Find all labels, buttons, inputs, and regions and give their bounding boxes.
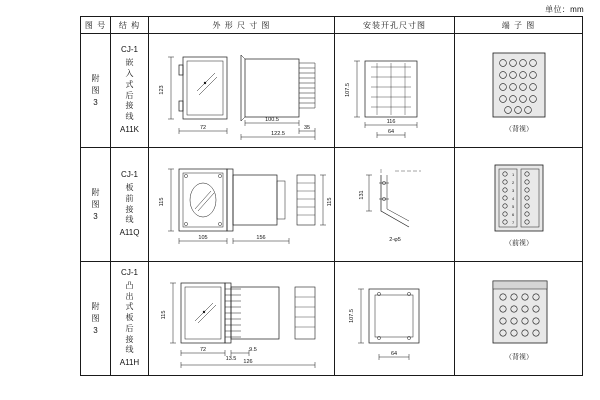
- dim-label: 35: [303, 124, 311, 131]
- terminal-view-label: （背视）: [505, 125, 533, 133]
- outline-drawing-cell: [149, 262, 335, 376]
- terminal-number: 3: [512, 187, 515, 193]
- outline-drawing-2: [149, 149, 334, 261]
- structure-name-line: 式: [125, 302, 134, 312]
- outline-drawing-3: [149, 263, 334, 375]
- table-row: [81, 34, 583, 148]
- terminal-drawing-cell: [455, 34, 583, 148]
- column-header-outline: 外 形 尺 寸 图: [149, 17, 335, 34]
- structure-cell: [111, 148, 149, 262]
- column-header-mounting: 安装开孔尺寸图: [335, 17, 455, 34]
- terminal-svg-1: [455, 35, 583, 147]
- outline-drawing-1: [149, 35, 334, 147]
- fig-no-line: 3: [93, 97, 98, 107]
- structure-name-line: 接: [125, 334, 134, 344]
- structure-name-line: 后: [125, 323, 134, 333]
- terminal-number: 5: [512, 203, 515, 209]
- terminal-drawing-3: [455, 263, 582, 375]
- specification-table: [80, 16, 583, 376]
- dim-label: 126: [243, 358, 253, 365]
- fig-no-line: 附: [91, 301, 100, 311]
- structure-name-line: 线: [125, 215, 134, 225]
- dim-label: 107.5: [349, 308, 355, 323]
- structure-code: CJ-1: [121, 45, 138, 55]
- structure-name-line: 线: [125, 112, 134, 122]
- fig-no-cell: [81, 148, 111, 262]
- dim-label: 115: [161, 310, 167, 319]
- dim-label: 156: [256, 234, 266, 241]
- fig-no-line: 图: [91, 199, 100, 209]
- fig-no-cell: [81, 34, 111, 148]
- terminal-drawing-1: [455, 35, 582, 147]
- dim-label: 123: [159, 84, 165, 95]
- fig-no-line: 附: [91, 73, 100, 83]
- structure-name-line: 接: [125, 101, 134, 111]
- structure-model: A11Q: [119, 228, 140, 238]
- mounting-drawing-cell: [335, 262, 455, 376]
- dim-label: 107.5: [345, 82, 351, 97]
- structure-name-line: 板: [125, 313, 134, 323]
- outline-drawing-cell: [149, 34, 335, 148]
- fig-no-line: 3: [93, 211, 98, 221]
- unit-note: 单位：mm: [545, 5, 584, 14]
- outline-drawing-cell: [149, 148, 335, 262]
- structure-name-line: 板: [125, 182, 134, 192]
- terminal-view-label: （背视）: [505, 353, 533, 361]
- table-row: [81, 148, 583, 262]
- fig-no-line: 3: [93, 325, 98, 335]
- dim-label: 72: [199, 124, 207, 131]
- structure-name-line: 式: [125, 79, 134, 89]
- fig-no-line: 图: [91, 313, 100, 323]
- structure-name-line: 线: [125, 345, 134, 355]
- column-header-structure: 结 构: [111, 17, 149, 34]
- structure-code: CJ-1: [121, 267, 138, 277]
- terminal-view-label: （前视）: [505, 239, 533, 247]
- outline-svg-2: [149, 149, 335, 261]
- structure-name-line: 入: [125, 68, 134, 78]
- terminal-drawing-cell: [455, 262, 583, 376]
- column-header-fig-no: 图 号: [81, 17, 111, 34]
- dim-label: 64: [387, 128, 395, 135]
- dim-label: 116: [386, 118, 396, 125]
- terminal-drawing-2: [455, 149, 582, 261]
- structure-model: A11H: [119, 358, 140, 368]
- dim-label: 72: [199, 346, 207, 353]
- dim-label: 122.5: [271, 130, 285, 137]
- fig-no-line: 图: [91, 85, 100, 95]
- dim-label: 115: [327, 197, 333, 206]
- structure-name-line: 后: [125, 90, 134, 100]
- dim-label: 2-φ5: [389, 236, 401, 243]
- terminal-drawing-cell: [455, 148, 583, 262]
- table-header-row: [81, 17, 583, 34]
- dim-label: 105: [198, 234, 208, 241]
- mounting-drawing-cell: [335, 148, 455, 262]
- structure-cell: [111, 262, 149, 376]
- mounting-drawing-1: [335, 35, 454, 147]
- terminal-number: 2: [512, 179, 515, 185]
- structure-name-line: 嵌: [125, 58, 134, 68]
- dim-label: 9.5: [249, 346, 257, 353]
- mounting-svg-2: [335, 149, 455, 261]
- terminal-number: 1: [512, 171, 515, 177]
- table-row: [81, 262, 583, 376]
- mounting-svg-3: [335, 263, 455, 375]
- structure-name-line: 凸: [125, 280, 134, 290]
- structure-name-line: 接: [125, 204, 134, 214]
- column-header-terminal: 端 子 图: [455, 17, 583, 34]
- terminal-number: 7: [512, 219, 515, 225]
- terminal-svg-3: [455, 263, 583, 375]
- structure-model: A11K: [120, 124, 139, 134]
- dim-label: 64: [390, 350, 398, 357]
- mounting-drawing-2: [335, 149, 454, 261]
- terminal-number: 4: [512, 195, 515, 201]
- table-body: [81, 34, 583, 376]
- dim-label: 13.5: [225, 355, 237, 362]
- dim-label: 100.5: [265, 116, 279, 123]
- mounting-svg-1: [335, 35, 455, 147]
- fig-no-cell: [81, 262, 111, 376]
- dim-label: 131: [359, 189, 365, 200]
- terminal-svg-2: [455, 149, 583, 261]
- table-header: [81, 17, 583, 34]
- structure-name-line: 出: [125, 291, 134, 301]
- outline-svg-1: [149, 35, 335, 147]
- terminal-number: 6: [512, 211, 515, 217]
- dim-label: 115: [159, 197, 165, 206]
- fig-no-line: 附: [91, 187, 100, 197]
- outline-svg-3: [149, 263, 335, 375]
- structure-name-line: 前: [125, 193, 134, 203]
- structure-code: CJ-1: [121, 170, 138, 180]
- mounting-drawing-3: [335, 263, 454, 375]
- mounting-drawing-cell: [335, 34, 455, 148]
- structure-cell: [111, 34, 149, 148]
